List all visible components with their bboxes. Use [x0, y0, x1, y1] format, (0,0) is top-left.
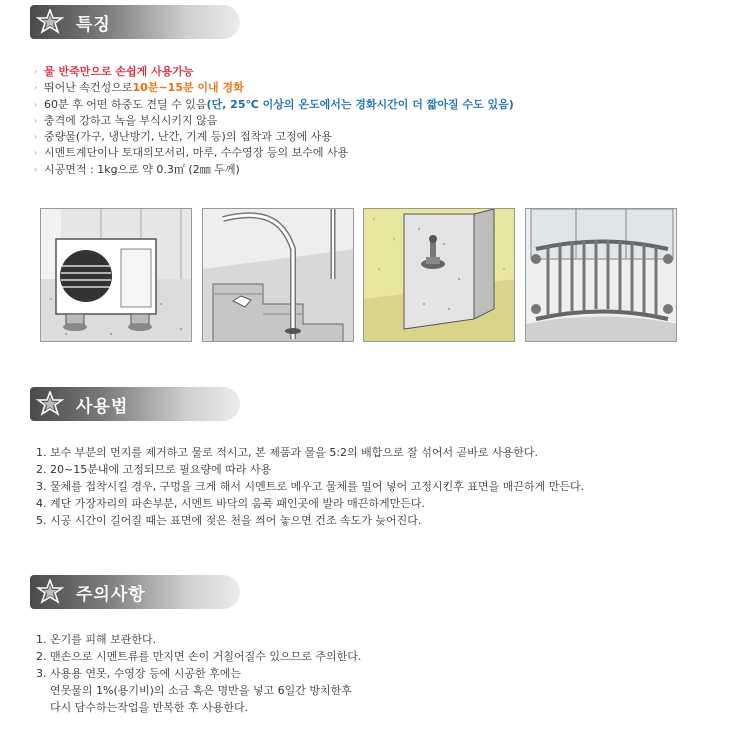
features-header	[30, 5, 240, 39]
bullet-icon: ›	[34, 132, 38, 142]
list-item: 5. 시공 시간이 길어질 때는 표면에 젖은 천을 씌어 놓으면 건조 속도가 늦어진다.	[36, 514, 422, 527]
bullet-icon: ›	[34, 99, 38, 109]
list-item: 2. 20~15분내에 고정되므로 필요량에 따라 사용	[36, 463, 272, 476]
illustration-stair-rail	[202, 208, 354, 342]
sparkle-star-icon	[30, 5, 70, 39]
illustration-strip	[40, 208, 677, 342]
list-item: 1. 보수 부분의 먼지를 제거하고 물로 적시고, 본 제품과 물을 5:2의 배합으로 잘 섞어서 곧바로 사용한다.	[36, 446, 539, 459]
list-item: › 60분 후 어떤 하중도 견딜 수 있음 (단, 25℃ 이상의 온도에서는 경화시간이 더 짧아질 수도 있음)	[34, 97, 514, 113]
bullet-icon: ›	[34, 83, 38, 93]
features-list	[34, 64, 514, 178]
illustration-balcony-railing	[525, 208, 677, 342]
bullet-icon: ›	[34, 164, 38, 174]
bullet-icon: ›	[34, 115, 38, 125]
list-item: › 물 반죽만으로 손쉽게 사용가능	[34, 64, 514, 80]
sparkle-star-icon	[30, 387, 70, 421]
usage-header	[30, 387, 240, 421]
list-item: › 충격에 강하고 녹을 부식시키지 않음	[34, 113, 514, 129]
list-item: › 시멘트계단이나 토대의모서리, 마루, 수수영장 등의 보수에 사용	[34, 145, 514, 161]
list-item: › 중량물(가구, 냉난방기, 난간, 기계 등)의 접착과 고정에 사용	[34, 129, 514, 145]
bullet-icon: ›	[34, 67, 38, 76]
illustration-anchor-bolt	[363, 208, 515, 342]
list-item: 4. 계단 가장자리의 파손부분, 시멘트 바닥의 움푹 패인곳에 발라 매끈하게만든다.	[36, 497, 425, 510]
caution-header	[30, 575, 240, 609]
list-item: 1. 온기를 피해 보관한다.	[36, 633, 157, 646]
caution-title: 주의사항	[76, 584, 146, 605]
list-item-continuation: 다시 담수하는작업을 반복한 후 사용한다.	[50, 701, 249, 714]
list-item: › 뛰어난 속건성으로 10분~15분 이내 경화	[34, 80, 514, 96]
caution-list	[36, 631, 361, 716]
bullet-icon: ›	[34, 148, 38, 158]
features-title: 특징	[76, 14, 111, 35]
usage-list	[36, 444, 584, 529]
usage-title: 사용법	[76, 396, 129, 417]
list-item: 2. 맨손으로 시멘트류를 만지면 손이 거칠어질수 있으므로 주의한다.	[36, 650, 362, 663]
list-item: 3. 물체를 접착시킬 경우, 구멍을 크게 해서 시멘트로 메우고 물체를 밀어 넣어 고정시킨후 표면을 매끈하게 만든다.	[36, 480, 585, 493]
sparkle-star-icon	[30, 575, 70, 609]
illustration-air-conditioner	[40, 208, 192, 342]
list-item: › 시공면적 : 1kg으로 약 0.3㎡ (2㎜ 두께)	[34, 162, 514, 178]
list-item: 3. 사용용 연못, 수영장 등에 시공한 후에는	[36, 667, 241, 680]
list-item-continuation: 연못물의 1%(용기비)의 소금 혹은 명반을 넣고 6일간 방치한후	[50, 684, 352, 697]
